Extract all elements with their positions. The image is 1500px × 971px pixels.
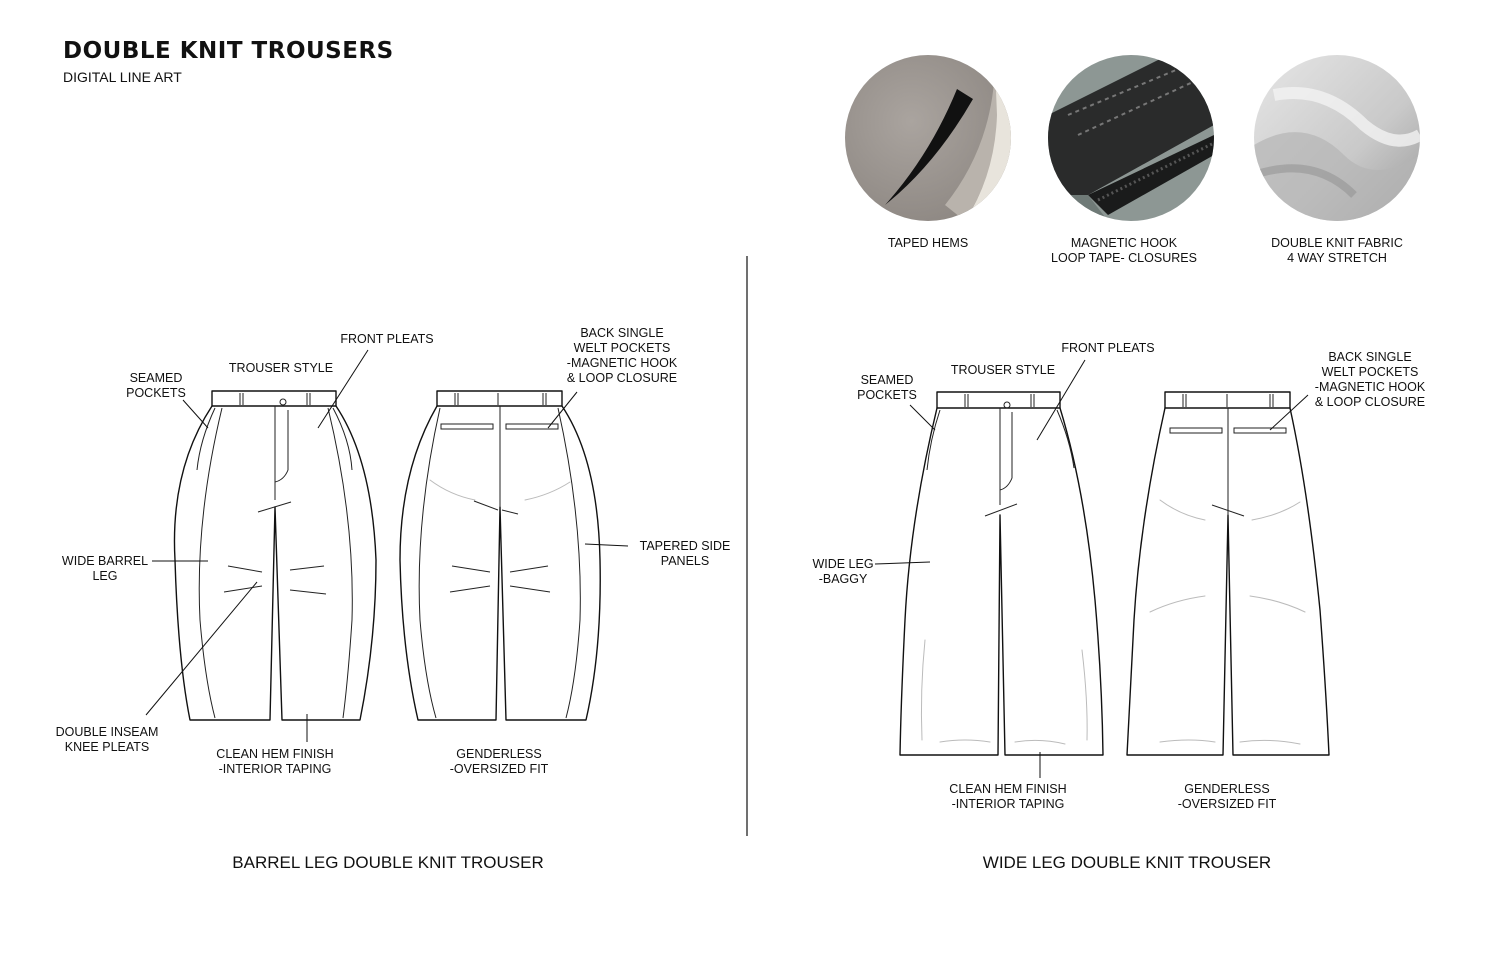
wide-caption: WIDE LEG DOUBLE KNIT TROUSER — [982, 853, 1272, 872]
wide-front-flat — [900, 392, 1103, 755]
barrel-label-tapered: TAPERED SIDE PANELS — [639, 539, 731, 568]
wide-label-wide-leg: WIDE LEG -BAGGY — [812, 557, 874, 586]
barrel-front-flat — [174, 391, 376, 720]
barrel-label-front-pleats: FRONT PLEATS — [340, 332, 434, 346]
wide-label-front-pleats: FRONT PLEATS — [1061, 341, 1155, 355]
barrel-caption: BARREL LEG DOUBLE KNIT TROUSER — [232, 853, 544, 872]
page-title: DOUBLE KNIT TROUSERS — [63, 38, 394, 64]
barrel-label-knee-pleats: DOUBLE INSEAM KNEE PLEATS — [55, 725, 159, 754]
swatch-label-fabric: DOUBLE KNIT FABRIC 4 WAY STRETCH — [1271, 236, 1403, 265]
page-subtitle: DIGITAL LINE ART — [63, 69, 182, 85]
barrel-label-back-pockets: BACK SINGLE WELT POCKETS -MAGNETIC HOOK & LOOP CLOSURE — [566, 326, 678, 385]
wide-back-flat — [1127, 392, 1329, 755]
wide-label-fit: GENDERLESS -OVERSIZED FIT — [1177, 782, 1277, 811]
wide-label-back-pockets: BACK SINGLE WELT POCKETS -MAGNETIC HOOK & LOOP CLOSURE — [1314, 350, 1426, 409]
barrel-label-fit: GENDERLESS -OVERSIZED FIT — [449, 747, 549, 776]
barrel-back-flat — [400, 391, 600, 720]
barrel-label-seamed-pockets: SEAMED POCKETS — [126, 371, 186, 400]
wide-label-trouser-style: TROUSER STYLE — [950, 363, 1056, 377]
barrel-label-trouser-style: TROUSER STYLE — [228, 361, 334, 375]
swatch-label-hook-loop: MAGNETIC HOOK LOOP TAPE- CLOSURES — [1051, 236, 1197, 265]
swatch-label-taped-hems: TAPED HEMS — [887, 236, 969, 250]
wide-label-seamed-pockets: SEAMED POCKETS — [857, 373, 917, 402]
barrel-label-hem: CLEAN HEM FINISH -INTERIOR TAPING — [216, 747, 334, 776]
wide-label-hem: CLEAN HEM FINISH -INTERIOR TAPING — [949, 782, 1067, 811]
barrel-label-wide-leg: WIDE BARREL LEG — [61, 554, 149, 583]
